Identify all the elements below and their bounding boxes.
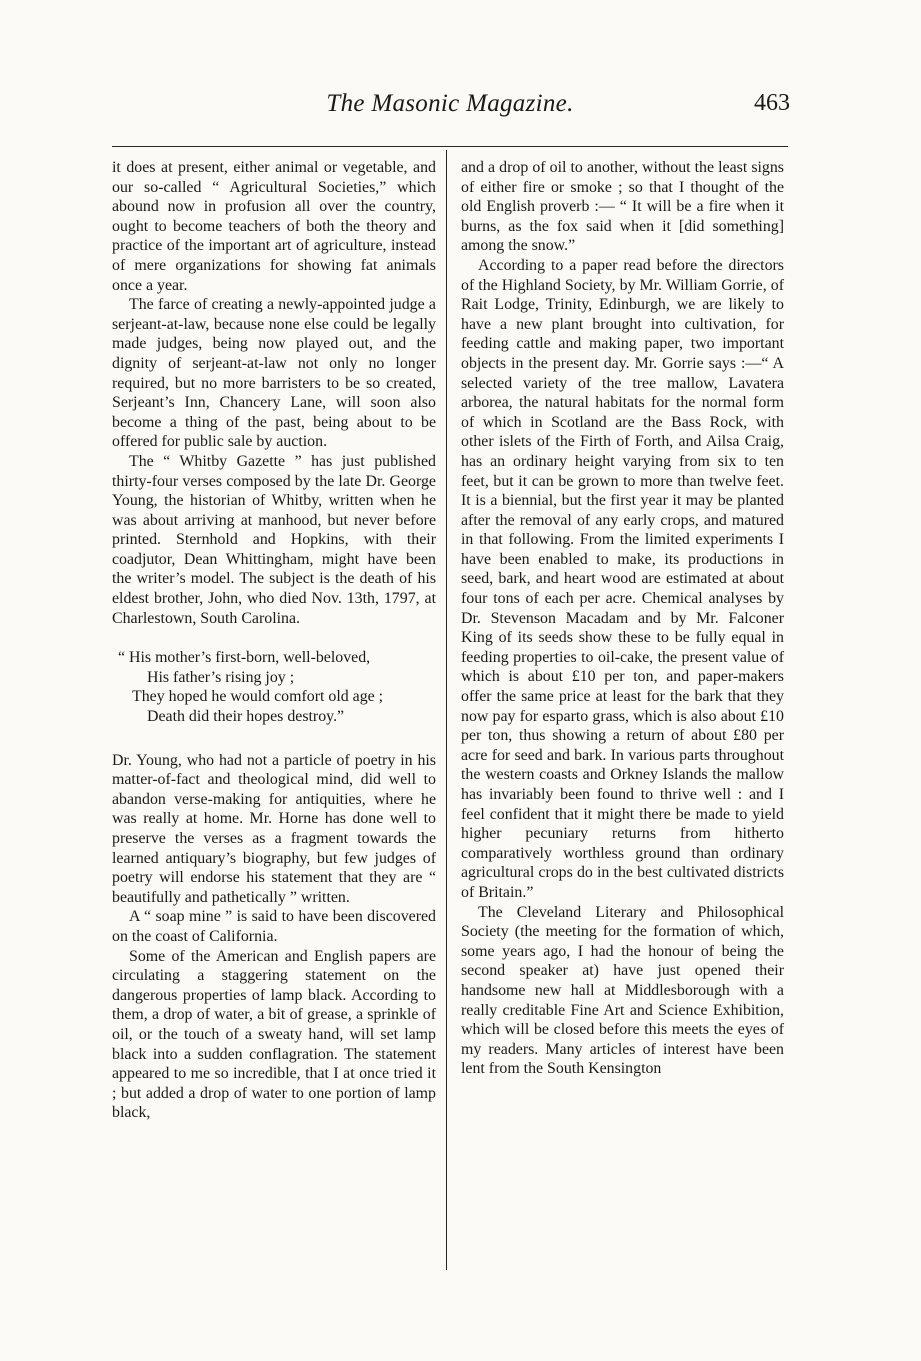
poem-line: “ His mother’s first-born, well-beloved, xyxy=(118,649,371,667)
poem-line: Death did their hopes destroy.” xyxy=(147,708,345,726)
left-paragraph-5: A “ soap mine ” is said to have been discovered on the coast of California. xyxy=(112,908,436,945)
column-divider xyxy=(446,150,447,1270)
left-paragraph-6: Some of the American and English papers are circulating a staggering statement on the dangerous properties of lamp black. According to them, a drop of water, a bit of grease, a sprinkle of oil, or the touch of a sweaty hand, will set lamp black into a sudden conflagration. The statement appeared to me so incredible, that I at once tried it ; but added a drop of water to one portion of lamp black, xyxy=(112,947,436,1122)
left-paragraph-2: The farce of creating a newly-appointed judge a serjeant-at-law, because none else could be legally made judges, being now played out, and the dignity of serjeant-at-law not only no longer required, but no more barristers to be so created, Serjeant’s Inn, Chancery Lane, will soon also become a thing of the past, being about to be offered for public sale by auction. xyxy=(112,296,436,451)
left-column xyxy=(112,158,436,1123)
poem-line: They hoped he would comfort old age ; xyxy=(132,688,384,706)
poem-quote xyxy=(112,648,436,726)
header-rule xyxy=(112,146,788,147)
left-paragraph-1: it does at present, either animal or vegetable, and our so-called “ Agricultural Societies,” which abound now in profusion all over the country, ought to become teachers of both the theory and practice of the important art of agriculture, instead of mere organizations for showing fat animals once a year. xyxy=(112,159,436,294)
left-paragraph-4: Dr. Young, who had not a particle of poetry in his matter-of-fact and theological mind, did well to abandon verse-making for antiquities, where he was really at home. Mr. Horne has done well to preserve the verses as a fragment towards the learned antiquary’s biography, but few judges of poetry will endorse his statement that they are “ beautifully and pathetically ” written. xyxy=(112,751,436,906)
page-number: 463 xyxy=(754,90,790,116)
page-header xyxy=(110,88,790,128)
right-paragraph-2: According to a paper read before the directors of the Highland Society, by Mr. William Gorrie, of Rait Lodge, Trinity, Edinburgh, we are likely to have a new plant brought into cultivation, for feeding cattle and making paper, two important objects in the present day. Mr. Gorrie says :—“ A selected variety of the tree mallow, Lavatera arborea, the natural habitats for the normal form of which in Scotland are the Bass Rock, with other islets of the Firth of Forth, and Ailsa Craig, has an ordinary height varying from six to ten feet, but it can be grown to more than twelve feet. It is a biennial, but the first year it may be planted after the removal of any early crops, and matured in that following. From the limited experiments I have been enabled to make, its productions in seed, bark, and heart wood are estimated at about four tons of each per acre. Chemical analyses by Dr. Stevenson Macadam and by Mr. Falconer King of its seeds show these to be fully equal in feeding properties to oil-cake, the present value of which is about £10 per ton, and paper-makers offer the same price at least for the bark that they now pay for esparto grass, which is also about £10 per ton, thus showing a return of about £80 per acre for seed and bark. In various parts throughout the western coasts and Orkney Islands the mallow has invariably been found to thrive well : and I feel confident that it might there be made to yield higher pecuniary returns from hitherto comparatively worthless ground than ordinary agricultural crops do in the best cultivated districts of Britain.” xyxy=(461,256,784,901)
right-column xyxy=(461,158,784,1079)
right-paragraph-1: and a drop of oil to another, without the least signs of either fire or smoke ; so that I thought of the old English proverb :— “ It will be a fire when it burns, as the fox said when it [did something] among the snow.” xyxy=(461,159,784,255)
right-paragraph-3: The Cleveland Literary and Philosophical Society (the meeting for the formation of which, some years ago, I had the honour of being the second speaker at) have just opened their handsome new hall at Middlesborough with a really creditable Fine Art and Science Exhibition, which will be closed before this meets the eyes of my readers. Many articles of interest have been lent from the South Kensington xyxy=(461,903,784,1078)
poem-line: His father’s rising joy ; xyxy=(147,668,295,686)
running-title: The Masonic Magazine. xyxy=(326,90,574,117)
left-paragraph-3: The “ Whitby Gazette ” has just published thirty-four verses composed by the late Dr. George Young, the historian of Whitby, written when he was about arriving at manhood, but never before printed. Sternhold and Hopkins, with their coadjutor, Dean Whittingham, might have been the writer’s model. The subject is the death of his eldest brother, John, who died Nov. 13th, 1797, at Charlestown, South Carolina. xyxy=(112,452,436,627)
